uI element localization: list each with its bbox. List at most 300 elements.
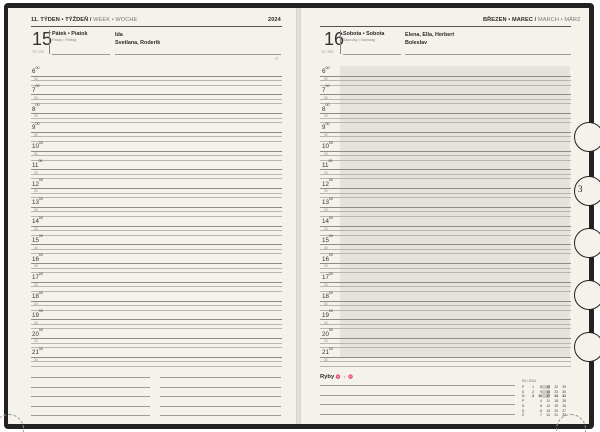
hour-number: 16 <box>32 255 39 263</box>
right-slot-line[interactable] <box>320 197 571 198</box>
right-name-line-2: Boleslav <box>405 40 428 47</box>
right-slot-line[interactable] <box>320 103 571 104</box>
week-header-suffix: WEEK • WOCHE <box>93 17 138 23</box>
left-half-hour-line[interactable] <box>31 118 282 119</box>
left-hour-label <box>32 86 39 94</box>
hour-number: 9 <box>32 124 36 132</box>
mini-calendar-day: 19 <box>554 403 558 408</box>
right-half-hour-line[interactable] <box>320 80 571 81</box>
left-half-hour-line[interactable] <box>31 361 282 362</box>
right-half-hour-label: 30 <box>324 189 328 194</box>
left-note-line[interactable] <box>31 406 150 407</box>
hour-minutes: 00 <box>38 178 43 182</box>
left-day-separator <box>49 30 50 54</box>
left-note-line[interactable] <box>160 396 281 397</box>
hour-number: 20 <box>322 330 329 338</box>
left-underline-1 <box>52 54 110 55</box>
hour-number: 7 <box>32 86 36 94</box>
hour-minutes: 00 <box>328 234 333 239</box>
left-slot-line[interactable] <box>31 159 282 164</box>
hour-number: 18 <box>32 293 39 301</box>
right-hour-label <box>322 86 329 94</box>
hour-number: 8 <box>322 105 326 113</box>
hour-number: 15 <box>322 236 329 244</box>
hour-minutes: 00 <box>328 309 333 314</box>
left-slot-line[interactable] <box>31 122 282 123</box>
right-half-hour-line[interactable] <box>320 155 571 156</box>
left-half-hour-label: 30 <box>34 76 38 81</box>
right-half-hour-label: 30 <box>324 95 328 100</box>
right-slot-line[interactable] <box>320 272 571 273</box>
right-slot-line[interactable] <box>320 291 571 292</box>
hour-minutes: 00 <box>38 309 43 314</box>
mini-calendar-day: 10 <box>538 394 542 399</box>
left-hour-line[interactable] <box>31 76 282 77</box>
mini-calendar-weekday: S <box>522 389 525 394</box>
right-slot-line[interactable] <box>320 234 571 239</box>
mini-calendar-caption: 03 • 2024 <box>522 379 536 383</box>
left-day-name: Pátek • Piatok <box>52 31 88 37</box>
right-hour-label <box>322 236 333 244</box>
mini-calendar-day: 21 <box>554 413 558 418</box>
right-half-hour-line[interactable] <box>320 174 571 175</box>
mini-calendar-day: 2 <box>532 389 534 394</box>
right-slot-line[interactable] <box>320 159 571 164</box>
right-hour-label <box>322 180 333 188</box>
right-half-hour-label: 30 <box>324 133 328 138</box>
right-underline-2 <box>405 54 571 55</box>
right-half-hour-line[interactable] <box>320 211 571 212</box>
right-half-hour-label: 30 <box>324 301 328 306</box>
left-half-hour-line[interactable] <box>31 211 282 212</box>
left-slot-line[interactable] <box>31 103 282 104</box>
left-hour-line[interactable] <box>31 282 282 283</box>
right-half-hour-label: 30 <box>324 283 328 288</box>
left-hour-line[interactable] <box>31 319 282 320</box>
right-hour-label <box>322 198 333 206</box>
hour-minutes: 00 <box>38 290 43 295</box>
right-slot-line[interactable] <box>320 253 571 254</box>
hour-number: 10 <box>322 143 329 151</box>
right-hour-line[interactable] <box>320 338 571 339</box>
right-hour-line[interactable] <box>320 301 571 302</box>
left-slot-line[interactable] <box>31 84 282 89</box>
hour-minutes: 00 <box>325 121 330 126</box>
right-half-hour-line[interactable] <box>320 99 571 100</box>
right-half-hour-label: 30 <box>324 245 328 250</box>
hour-number: 6 <box>322 68 326 76</box>
left-note-line[interactable] <box>31 377 150 378</box>
left-half-hour-line[interactable] <box>31 99 282 100</box>
mini-calendar-day: 23 <box>554 389 558 394</box>
zodiac-symbols: ♓ • ♓ <box>335 374 355 379</box>
right-hour-line[interactable] <box>320 132 571 133</box>
right-half-hour-line[interactable] <box>320 268 571 269</box>
right-hour-line[interactable] <box>320 151 571 152</box>
left-hour-label <box>32 255 43 263</box>
mini-calendar-day: 16 <box>542 390 550 394</box>
right-half-hour-line[interactable] <box>320 343 571 344</box>
left-hour-line[interactable] <box>31 338 282 339</box>
right-slot-line[interactable] <box>320 178 571 179</box>
mini-calendar-day: 24 <box>554 394 558 399</box>
left-slot-line[interactable] <box>31 309 282 314</box>
hour-number: 13 <box>32 199 39 207</box>
left-half-hour-label: 30 <box>34 283 38 288</box>
mini-calendar-day: 28 <box>562 413 566 418</box>
month-tab-6[interactable] <box>574 332 600 362</box>
left-half-hour-label: 30 <box>34 189 38 194</box>
left-slot-line[interactable] <box>31 328 282 329</box>
right-hour-line[interactable] <box>320 244 571 245</box>
left-hour-label <box>32 330 43 338</box>
right-slot-line[interactable] <box>320 141 571 142</box>
left-hour-line[interactable] <box>31 169 282 170</box>
mini-calendar-weekday: P <box>522 385 525 389</box>
left-hour-line[interactable] <box>31 188 282 189</box>
right-half-hour-line[interactable] <box>320 136 571 137</box>
hour-minutes: 00 <box>328 271 333 276</box>
week-header <box>31 17 137 23</box>
left-half-hour-line[interactable] <box>31 136 282 137</box>
right-half-hour-label: 30 <box>324 114 328 119</box>
month-tab-2[interactable] <box>574 122 600 152</box>
right-half-hour-label: 30 <box>324 170 328 175</box>
hour-number: 16 <box>322 255 329 263</box>
left-half-hour-line[interactable] <box>31 174 282 175</box>
left-day-subtitle: Friday • Freitag <box>52 38 77 42</box>
left-hour-line[interactable] <box>31 263 282 264</box>
week-header-prefix: 11. TÝDEN • TÝŽDEŇ / <box>31 17 92 23</box>
mini-calendar-day: 17 <box>542 394 550 398</box>
right-half-hour-line[interactable] <box>320 118 571 119</box>
right-underline-1 <box>343 54 401 55</box>
hour-minutes: 00 <box>38 234 43 239</box>
hour-minutes: 00 <box>328 328 333 332</box>
hour-minutes: 00 <box>35 103 40 107</box>
hour-minutes: 00 <box>328 215 333 220</box>
hour-minutes: 00 <box>38 328 43 332</box>
mini-calendar-day: 4 <box>540 399 542 404</box>
right-slot-line[interactable] <box>320 122 571 123</box>
hour-number: 17 <box>32 274 39 282</box>
left-hour-label <box>32 198 43 206</box>
right-half-hour-label: 30 <box>324 208 328 213</box>
left-hour-label <box>32 180 43 188</box>
left-day-of-year: 75 / 291 <box>32 50 45 54</box>
left-hour-label <box>32 142 43 150</box>
hour-number: 14 <box>322 218 329 226</box>
right-hour-line[interactable] <box>320 226 571 227</box>
left-hour-line[interactable] <box>31 244 282 245</box>
binding-gutter <box>296 8 301 424</box>
right-hour-line[interactable] <box>320 113 571 114</box>
left-day-number: 15 <box>32 29 53 49</box>
mini-calendar-weekday: P <box>522 399 525 404</box>
hour-minutes: 00 <box>328 178 333 182</box>
left-half-hour-label: 30 <box>34 339 38 344</box>
left-half-hour-line[interactable] <box>31 305 282 306</box>
left-note-line[interactable] <box>160 377 281 378</box>
hour-minutes: 00 <box>38 196 43 201</box>
right-hour-label <box>322 273 333 281</box>
right-half-hour-label: 30 <box>324 76 328 81</box>
left-hour-line[interactable] <box>31 301 282 302</box>
left-half-hour-label: 30 <box>34 95 38 100</box>
mini-calendar-weekday: Ú <box>522 403 525 408</box>
right-hour-line[interactable] <box>320 319 571 320</box>
hour-minutes: 00 <box>35 65 40 70</box>
right-half-hour-label: 30 <box>324 358 328 363</box>
hour-number: 15 <box>32 236 39 244</box>
left-half-hour-line[interactable] <box>31 343 282 344</box>
mini-calendar-weekday: S <box>522 408 525 413</box>
left-half-hour-line[interactable] <box>31 155 282 156</box>
zodiac-label <box>320 374 354 380</box>
hour-minutes: 00 <box>38 140 43 145</box>
left-underline-2 <box>115 54 281 55</box>
left-hour-label <box>32 217 43 225</box>
mini-calendar-day: 6 <box>540 408 542 413</box>
hour-minutes: 00 <box>35 84 40 89</box>
right-name-days <box>405 31 454 48</box>
right-hour-line[interactable] <box>320 94 571 95</box>
mini-calendar-day: 14 <box>546 413 550 418</box>
right-hour-label <box>322 105 329 113</box>
left-hour-line[interactable] <box>31 94 282 95</box>
hour-number: 19 <box>322 311 329 319</box>
left-note-line[interactable] <box>31 396 150 397</box>
hour-minutes: 00 <box>38 253 43 257</box>
mini-calendar-day: 20 <box>554 408 558 413</box>
right-hour-line[interactable] <box>320 76 571 77</box>
hour-minutes: 00 <box>328 253 333 257</box>
month-header-prefix: BŘEZEN • MAREC / <box>483 17 537 23</box>
left-slot-line[interactable] <box>31 197 282 198</box>
right-day-of-year: 76 / 290 <box>321 50 334 54</box>
month-tab-number: 3 <box>578 184 583 194</box>
mini-calendar-day: 31 <box>562 394 566 399</box>
left-hour-label <box>32 273 43 281</box>
left-hour-label <box>32 161 42 169</box>
left-half-hour-label: 30 <box>34 358 38 363</box>
right-note-line[interactable] <box>320 404 515 405</box>
right-hour-line[interactable] <box>320 282 571 283</box>
right-hour-label <box>322 142 333 150</box>
left-hour-label <box>32 67 39 75</box>
mini-calendar-weekday: N <box>522 394 525 399</box>
left-half-hour-label: 30 <box>34 170 38 175</box>
left-half-hour-line[interactable] <box>31 249 282 250</box>
right-slot-line[interactable] <box>320 328 571 329</box>
mini-calendar-day: 18 <box>554 399 558 404</box>
right-hour-label <box>322 67 329 75</box>
right-name-line-1: Elena, Ella, Herbert <box>405 32 455 38</box>
hour-number: 9 <box>322 124 326 132</box>
hour-number: 7 <box>322 86 326 94</box>
mini-calendar-day: 29 <box>562 385 566 389</box>
year-label: 2024 <box>268 17 281 23</box>
right-slot-line[interactable] <box>320 347 571 348</box>
left-half-hour-label: 30 <box>34 114 38 119</box>
left-note-line[interactable] <box>31 415 150 416</box>
month-tab-4[interactable] <box>574 228 600 258</box>
right-half-hour-line[interactable] <box>320 324 571 325</box>
hour-minutes: 00 <box>38 159 43 164</box>
left-hour-label <box>32 105 39 113</box>
left-slot-line[interactable] <box>31 272 282 273</box>
mini-calendar-day: 25 <box>562 399 566 404</box>
mini-calendar-day: 3 <box>532 394 534 399</box>
hour-number: 21 <box>32 349 39 357</box>
right-hour-line[interactable] <box>320 263 571 264</box>
right-half-hour-line[interactable] <box>320 230 571 231</box>
hour-minutes: 00 <box>328 196 333 201</box>
hour-minutes: 00 <box>328 140 333 145</box>
left-hour-label <box>32 311 43 319</box>
left-half-hour-label: 30 <box>34 320 38 325</box>
left-slot-line[interactable] <box>31 234 282 239</box>
mini-calendar-day: 7 <box>540 413 542 418</box>
hour-minutes: 00 <box>35 121 40 126</box>
left-half-hour-label: 30 <box>34 208 38 213</box>
left-note-line[interactable] <box>31 387 150 388</box>
right-day-subtitle: Saturday • Samstag <box>343 38 375 42</box>
left-slot-line[interactable] <box>31 347 282 348</box>
hour-minutes: 00 <box>325 65 330 70</box>
mini-calendar-day: 12 <box>546 403 550 408</box>
right-slot-line[interactable] <box>320 366 571 367</box>
mini-calendar-day: 5 <box>540 403 542 408</box>
mini-calendar-day <box>534 385 542 389</box>
right-hour-label <box>322 311 333 319</box>
right-half-hour-line[interactable] <box>320 193 571 194</box>
left-half-hour-line[interactable] <box>31 268 282 269</box>
left-name-days <box>115 31 160 48</box>
left-hour-label <box>32 236 43 244</box>
mini-calendar-day <box>534 390 542 394</box>
month-header <box>483 17 581 23</box>
right-half-hour-label: 30 <box>324 320 328 325</box>
right-slot-line[interactable] <box>320 216 571 217</box>
left-half-hour-line[interactable] <box>31 230 282 231</box>
left-half-hour-label: 30 <box>34 301 38 306</box>
zodiac-name: Ryby <box>320 374 335 380</box>
left-hour-line[interactable] <box>31 132 282 133</box>
right-half-hour-label: 30 <box>324 226 328 231</box>
right-hour-label <box>322 217 333 225</box>
hour-minutes: 00 <box>328 346 333 351</box>
left-note-line[interactable] <box>160 387 281 388</box>
header-rule-left <box>31 26 282 27</box>
hour-minutes: 00 <box>325 84 330 89</box>
right-day-separator <box>340 30 341 54</box>
hour-minutes: 00 <box>38 271 43 276</box>
right-slot-line[interactable] <box>320 309 571 314</box>
left-slot-line[interactable] <box>31 366 282 367</box>
left-hour-line[interactable] <box>31 357 282 358</box>
right-hour-label <box>322 330 333 338</box>
hour-number: 13 <box>322 199 329 207</box>
left-slot-line[interactable] <box>31 141 282 142</box>
left-slot-line[interactable] <box>31 291 282 292</box>
right-hour-label <box>322 161 332 169</box>
left-hour-label <box>32 348 43 356</box>
hour-minutes: 00 <box>325 103 330 107</box>
month-tab-5[interactable] <box>574 280 600 310</box>
hour-minutes: 00 <box>328 159 333 164</box>
hour-minutes: 00 <box>328 290 333 295</box>
right-day-number: 16 <box>324 29 345 49</box>
right-half-hour-label: 30 <box>324 264 328 269</box>
hour-number: 6 <box>32 68 36 76</box>
right-hour-line[interactable] <box>320 188 571 189</box>
left-note-line[interactable] <box>160 406 281 407</box>
mini-calendar-day: 1 <box>532 385 534 389</box>
header-rule-right <box>320 26 571 27</box>
left-hour-label <box>32 292 43 300</box>
right-hour-label <box>322 123 329 131</box>
left-name-line-1: Ida <box>115 32 123 38</box>
hour-minutes: 00 <box>38 215 43 220</box>
hour-number: 11 <box>32 161 39 169</box>
right-half-hour-line[interactable] <box>320 249 571 250</box>
right-hour-label <box>322 348 333 356</box>
left-half-hour-line[interactable] <box>31 80 282 81</box>
right-half-hour-label: 30 <box>324 339 328 344</box>
left-half-hour-label: 30 <box>34 264 38 269</box>
right-half-hour-label: 30 <box>324 151 328 156</box>
left-hour-line[interactable] <box>31 226 282 227</box>
mini-calendar-weekday: Č <box>522 413 525 418</box>
right-half-hour-line[interactable] <box>320 361 571 362</box>
right-half-hour-line[interactable] <box>320 305 571 306</box>
right-slot-line[interactable] <box>320 84 571 89</box>
hour-number: 12 <box>32 180 39 188</box>
left-slot-line[interactable] <box>31 253 282 254</box>
hour-number: 18 <box>322 293 329 301</box>
left-half-hour-line[interactable] <box>31 193 282 194</box>
right-hour-line[interactable] <box>320 169 571 170</box>
left-slot-line[interactable] <box>31 216 282 217</box>
left-half-hour-label: 30 <box>34 226 38 231</box>
left-half-hour-line[interactable] <box>31 324 282 325</box>
right-hour-line[interactable] <box>320 357 571 358</box>
right-hour-line[interactable] <box>320 207 571 208</box>
hour-number: 14 <box>32 218 39 226</box>
left-slot-line[interactable] <box>31 178 282 179</box>
left-note-line[interactable] <box>160 415 281 416</box>
hour-number: 10 <box>32 143 39 151</box>
left-hour-line[interactable] <box>31 113 282 114</box>
right-half-hour-line[interactable] <box>320 286 571 287</box>
right-hour-label <box>322 255 333 263</box>
left-hour-line[interactable] <box>31 151 282 152</box>
hour-minutes: 00 <box>38 346 43 351</box>
left-hour-line[interactable] <box>31 207 282 208</box>
hour-number: 12 <box>322 180 329 188</box>
mini-calendar-day: 27 <box>562 408 566 413</box>
mini-calendar-day: 30 <box>562 389 566 394</box>
right-hour-label <box>322 292 333 300</box>
right-note-line[interactable] <box>320 395 515 396</box>
hour-number: 11 <box>322 161 329 169</box>
right-note-line[interactable] <box>320 385 515 386</box>
right-note-line[interactable] <box>320 414 515 415</box>
left-half-hour-line[interactable] <box>31 286 282 287</box>
hour-number: 21 <box>322 349 329 357</box>
left-half-hour-label: 30 <box>34 151 38 156</box>
